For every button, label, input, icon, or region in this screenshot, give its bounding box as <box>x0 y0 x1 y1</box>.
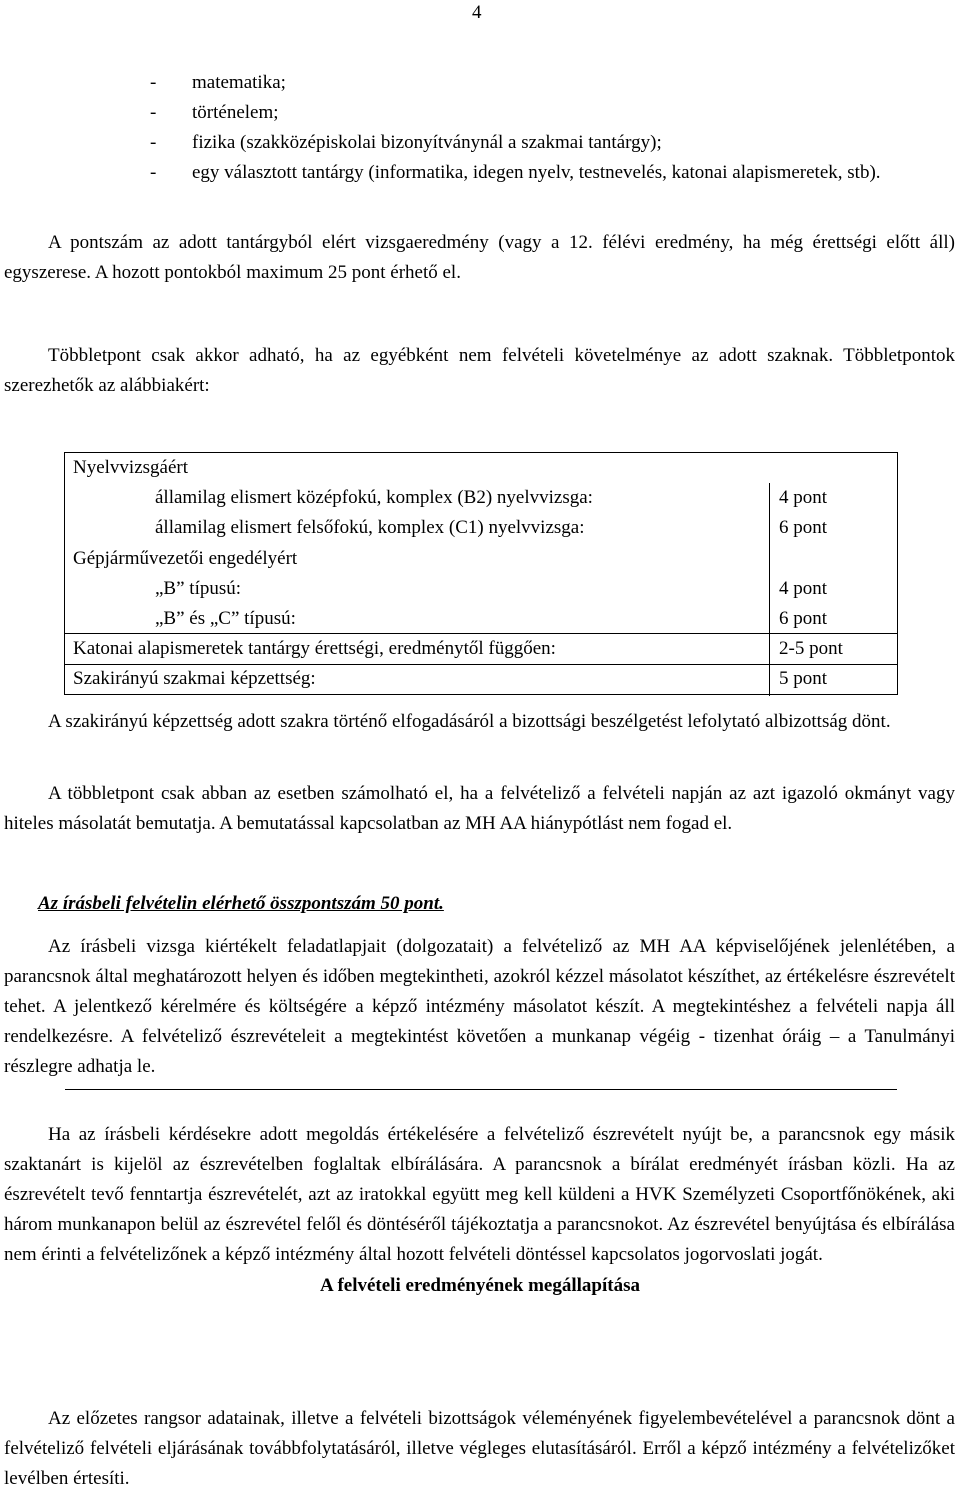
list-item: - történelem; <box>150 98 955 128</box>
table-row-label: „B” típusú: <box>155 578 242 599</box>
table-row-label: Szakirányú szakmai képzettség: <box>73 668 316 689</box>
paragraph-appeal: Ha az írásbeli kérdésekre adott megoldás értékelésére a felvételiző észrevételt nyújt be, a parancsnok egy másik szaktanárt is kijelöl az észrevételben foglaltak elbírálására. A parancsnok a bírálat eredményét írásban közli. Ha az észrevételt tevő fenntartja észrevételét, azt az iratokkal együtt meg kell küldeni a HVK Személyzeti Csoportfőnökének, aki három munkanapon belül az észrevétel felől és döntéséről tájékoztatja a parancsnokot. Az észrevétel benyújtása és elbírálása nem érinti a felvételizőnek a képző intézmény által hozott felvételi döntéssel kapcsolatos jogorvoslati jogát. <box>4 1124 955 1265</box>
table-row-label: Katonai alapismeretek tantárgy érettségi, eredménytől függően: <box>73 638 556 659</box>
table-row-value: 2-5 pont <box>779 638 843 659</box>
table-row-label: államilag elismert középfokú, komplex (B2) nyelvvizsga: <box>155 487 593 508</box>
paragraph-points: A pontszám az adott tantárgyból elért vizsgaeredmény (vagy a 12. félévi eredmény, ha még érettségi előtt áll) egyszerese. A hozott pontokból maximum 25 pont érhető el. <box>4 232 955 283</box>
table-row-value: 4 pont <box>779 578 828 599</box>
table-row-label: Nyelvvizsgáért <box>73 457 189 478</box>
paragraph-specialized: A szakirányú képzettség adott szakra történő elfogadásáról a bizottsági beszélgetést lefolytató albizottság dönt. <box>48 711 891 732</box>
heading-written-exam: Az írásbeli felvételin elérhető összpontszám 50 pont. <box>38 893 444 914</box>
table-row-label: államilag elismert felsőfokú, komplex (C1) nyelvvizsga: <box>155 517 585 538</box>
table-row-label: Gépjárművezetői engedélyért <box>73 548 298 569</box>
table-row-value: 4 pont <box>779 487 828 508</box>
extra-points-table <box>64 452 898 695</box>
table-row-value: 6 pont <box>779 608 828 629</box>
table-row-value: 5 pont <box>779 668 828 689</box>
paragraph-proof: A többletpont csak abban az esetben számolható el, ha a felvételiző a felvételi napján az azt igazoló okmányt vagy hiteles másolatát bemutatja. A bemutatással kapcsolatban az MH AA hiánypótlást nem fogad el. <box>4 783 955 834</box>
paragraph-extra-points: Többletpont csak akkor adható, ha az egyébként nem felvételi követelménye az adott szaknak. Többletpontok szerezhetők az alábbiakért: <box>4 345 955 396</box>
list-item: - matematika; <box>150 68 955 98</box>
list-item: - fizika (szakközépiskolai bizonyítványnál a szakmai tantárgy); <box>150 128 955 158</box>
list-item: - egy választott tantárgy (informatika, idegen nyelv, testnevelés, katonai alapismeretek, stb). <box>150 158 955 188</box>
paragraph-result: Az előzetes rangsor adatainak, illetve a felvételi bizottságok véleményének figyelembevételével a parancsnok dönt a felvételiző felvételi eljárásának továbbfolytatásáról, illetve végleges elutasításáról. Erről a képző intézmény a felvételizőket levélben értesíti. <box>4 1408 955 1489</box>
heading-result: A felvételi eredményének megállapítása <box>320 1275 640 1296</box>
subject-list <box>150 68 955 188</box>
table-row-value: 6 pont <box>779 517 828 538</box>
table-row-label: „B” és „C” típusú: <box>155 608 296 629</box>
paragraph-review: Az írásbeli vizsga kiértékelt feladatlapjait (dolgozatait) a felvételiző az MH AA képviselőjének jelenlétében, a parancsnok által meghatározott helyen és időben megtekintheti, azokról kézzel másolatot készíthet, az értékelésre észrevételt tehet. A jelentkező kérelmére és költségére a képző intézmény másolatot készít. A megtekintéshez a felvételi napja áll rendelkezésre. A felvételiző észrevételeit a megtekintést követően a munkanap végéig - tizenhat óráig – a Tanulmányi részlegre adhatja le. <box>4 936 955 1077</box>
page-number: 4 <box>472 2 482 23</box>
